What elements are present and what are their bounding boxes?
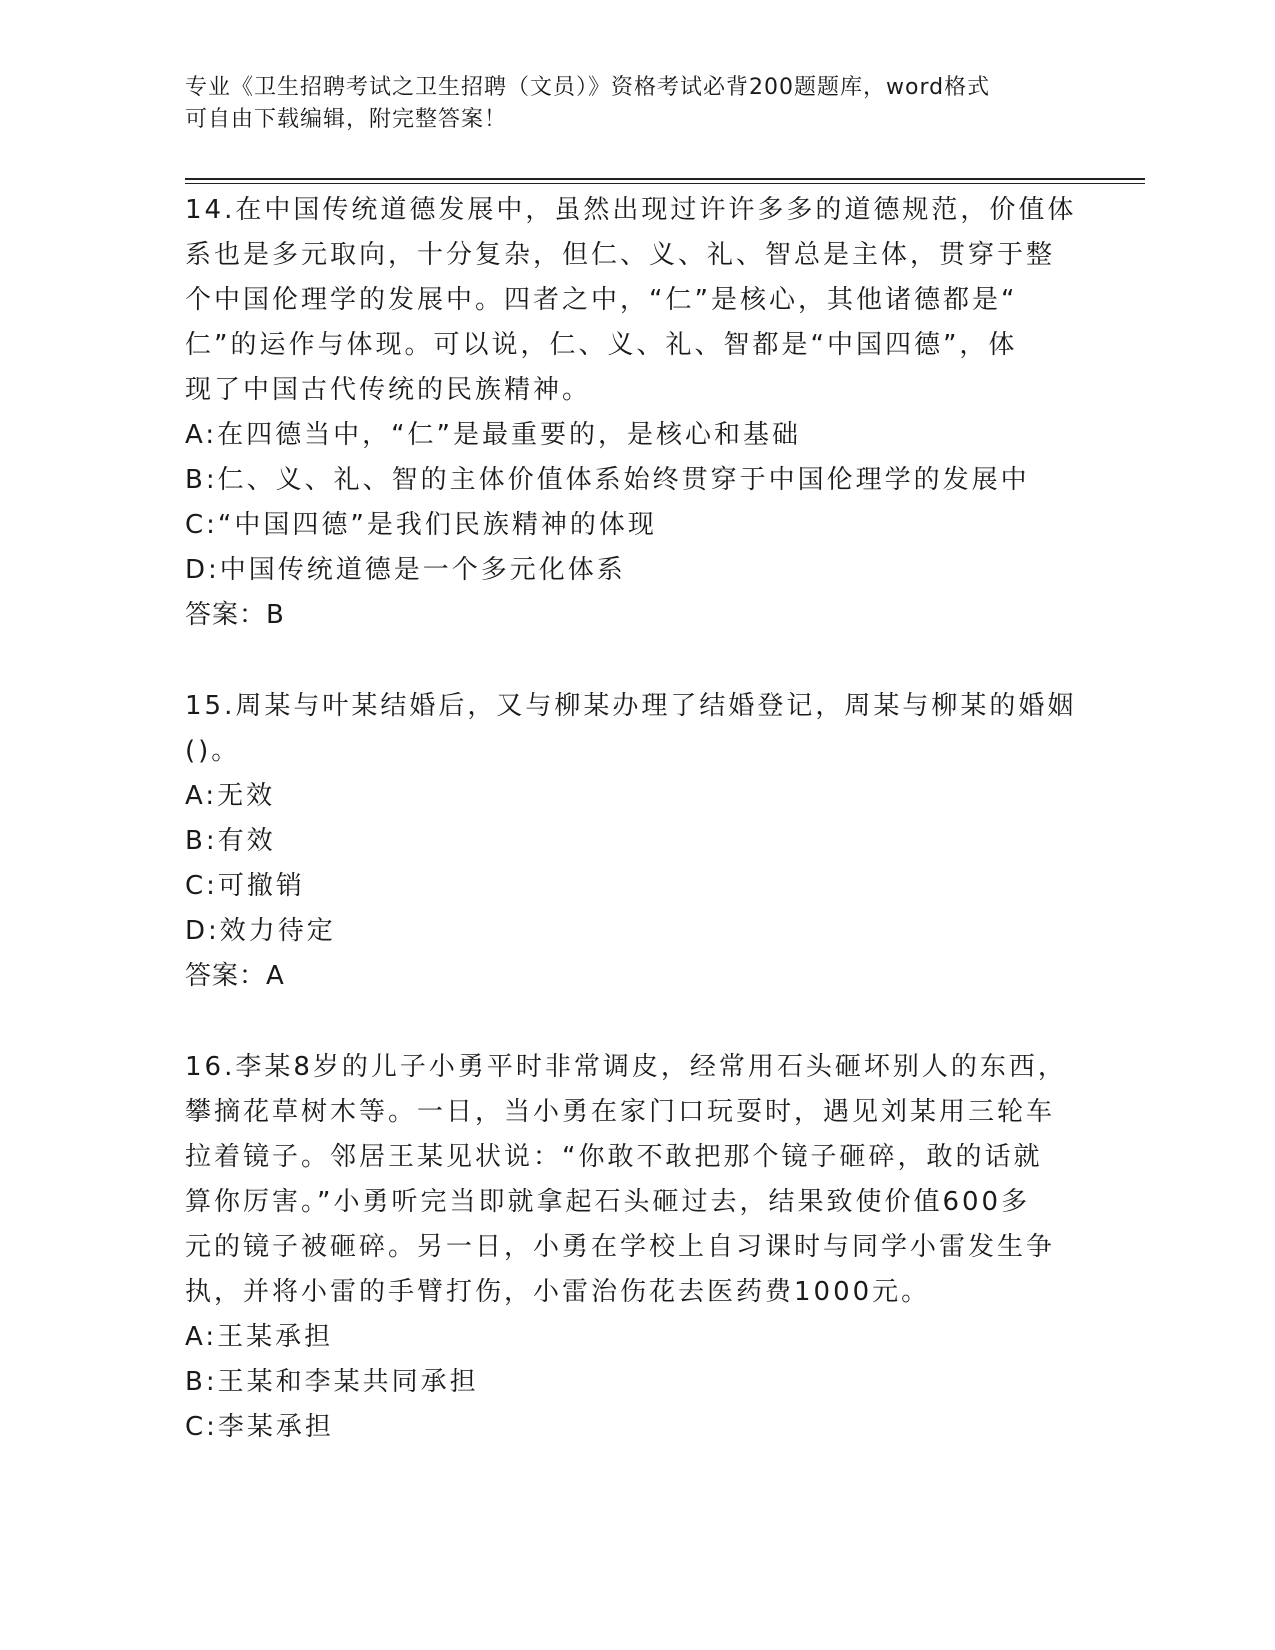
question-text-line: 执，并将小雷的手臂打伤，小雷治伤花去医药费1000元。: [185, 1277, 931, 1307]
question-text-line: 系也是多元取向，十分复杂，但仁、义、礼、智总是主体，贯穿于整: [185, 240, 1056, 270]
option-b: B:仁、义、礼、智的主体价值体系始终贯穿于中国伦理学的发展中: [185, 465, 1030, 495]
question-text-line: 拉着镜子。邻居王某见状说：“你敢不敢把那个镜子砸碎，敢的话就: [185, 1142, 1043, 1172]
option-b: B:王某和李某共同承担: [185, 1367, 479, 1397]
question-15: [185, 684, 1145, 999]
header-divider-thin: [185, 183, 1145, 184]
question-spacer: [185, 999, 1145, 1045]
header-line: 专业《卫生招聘考试之卫生招聘（文员）》资格考试必背200题题库，word格式: [185, 75, 991, 100]
option-c: C:“中国四德”是我们民族精神的体现: [185, 510, 657, 540]
option-c: C:李某承担: [185, 1412, 334, 1442]
header-divider-thick: [185, 178, 1145, 180]
option-d: D:中国传统道德是一个多元化体系: [185, 555, 626, 585]
question-16: [185, 1045, 1145, 1450]
option-a: A:王某承担: [185, 1322, 334, 1352]
question-14: [185, 188, 1145, 638]
option-a: A:在四德当中，“仁”是最重要的，是核心和基础: [185, 420, 802, 450]
question-text-line: 16.李某8岁的儿子小勇平时非常调皮，经常用石头砸坏别人的东西，: [185, 1052, 1067, 1082]
question-spacer: [185, 638, 1145, 684]
question-text-line: 元的镜子被砸碎。另一日，小勇在学校上自习课时与同学小雷发生争: [185, 1232, 1056, 1262]
question-text-line: 攀摘花草树木等。一日，当小勇在家门口玩耍时，遇见刘某用三轮车: [185, 1097, 1056, 1127]
header-line: 可自由下载编辑，附完整答案！: [185, 107, 508, 132]
option-a: A:无效: [185, 781, 276, 811]
question-text-line: 现了中国古代传统的民族精神。: [185, 375, 592, 405]
option-b: B:有效: [185, 826, 276, 856]
question-list: [185, 188, 1145, 1450]
question-text-line: 15.周某与叶某结婚后，又与柳某办理了结婚登记，周某与柳某的婚姻: [185, 691, 1077, 721]
answer-label: 答案：B: [185, 600, 285, 630]
question-text-line: 仁”的运作与体现。可以说，仁、义、礼、智都是“中国四德”，体: [185, 330, 1018, 360]
question-text-line: ()。: [185, 736, 241, 766]
question-text-line: 算你厉害。”小勇听完当即就拿起石头砸过去，结果致使价值600多: [185, 1187, 1031, 1217]
option-c: C:可撤销: [185, 871, 305, 901]
answer-label: 答案：A: [185, 961, 285, 991]
document-header: [185, 72, 1085, 136]
question-text-line: 个中国伦理学的发展中。四者之中，“仁”是核心，其他诸德都是“: [185, 285, 1018, 315]
question-text-line: 14.在中国传统道德发展中，虽然出现过许许多多的道德规范，价值体: [185, 195, 1077, 225]
option-d: D:效力待定: [185, 916, 336, 946]
